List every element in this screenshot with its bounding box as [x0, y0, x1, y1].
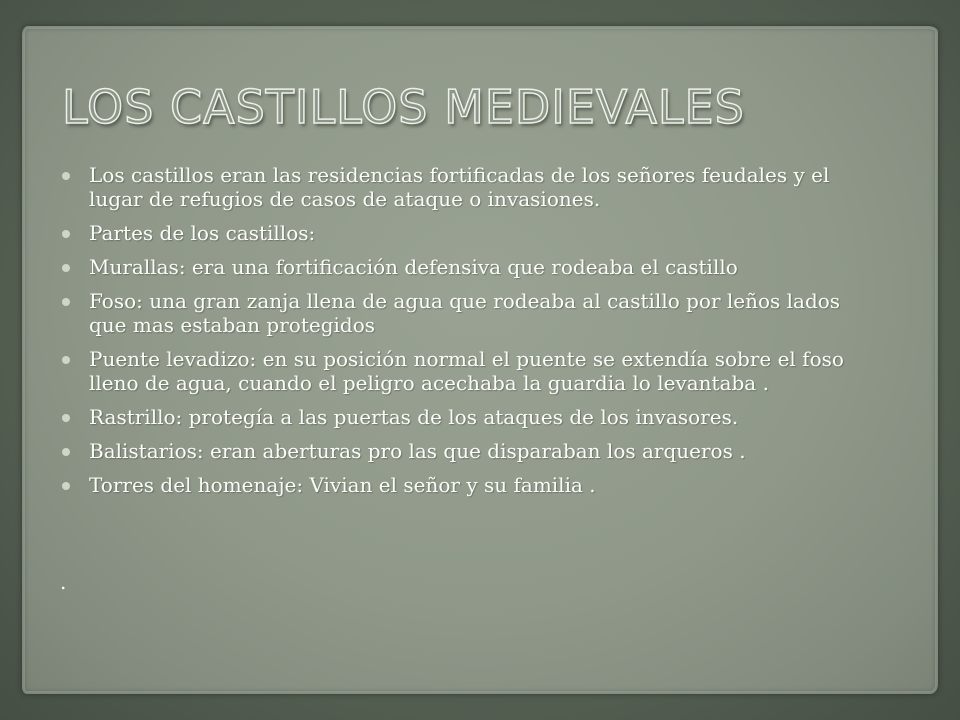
bullet-item — [60, 221, 880, 245]
bullet-item — [60, 255, 880, 279]
bullet-item — [60, 439, 880, 463]
bullet-text: Rastrillo: protegía a las puertas de los ataques de los invasores. — [89, 405, 739, 429]
bullet-text: Los castillos eran las residencias fortificadas de los señores feudales y el lugar de refugios de casos de ataque o invasiones. — [89, 163, 830, 211]
bullet-text: Foso: una gran zanja llena de agua que rodeaba al castillo por leños lados que mas estaban protegidos — [89, 289, 841, 337]
bullet-dot-icon — [62, 448, 70, 456]
bullet-item — [60, 289, 880, 337]
bullet-dot-icon — [62, 298, 70, 306]
bullet-item — [60, 347, 880, 395]
slide-title: LOS CASTILLOS MEDIEVALES — [62, 80, 745, 134]
bullet-dot-icon — [62, 482, 70, 490]
bullet-dot-icon — [62, 414, 70, 422]
bullet-dot-icon — [62, 230, 70, 238]
bullet-item — [60, 405, 880, 429]
bullet-dot-icon — [62, 356, 70, 364]
trailing-period: . — [60, 570, 67, 594]
bullet-list — [60, 163, 880, 507]
bullet-text: Puente levadizo: en su posición normal el puente se extendía sobre el foso lleno de agua, cuando el peligro acechaba la guardia lo levantaba . — [89, 347, 844, 395]
bullet-item — [60, 473, 880, 497]
bullet-dot-icon — [62, 264, 70, 272]
bullet-dot-icon — [62, 172, 70, 180]
bullet-text: Murallas: era una fortificación defensiva que rodeaba el castillo — [89, 255, 738, 279]
bullet-item — [60, 163, 880, 211]
bullet-text: Torres del homenaje: Vivian el señor y su familia . — [89, 473, 596, 497]
bullet-text: Partes de los castillos: — [89, 221, 316, 245]
bullet-text: Balistarios: eran aberturas pro las que disparaban los arqueros . — [89, 439, 746, 463]
